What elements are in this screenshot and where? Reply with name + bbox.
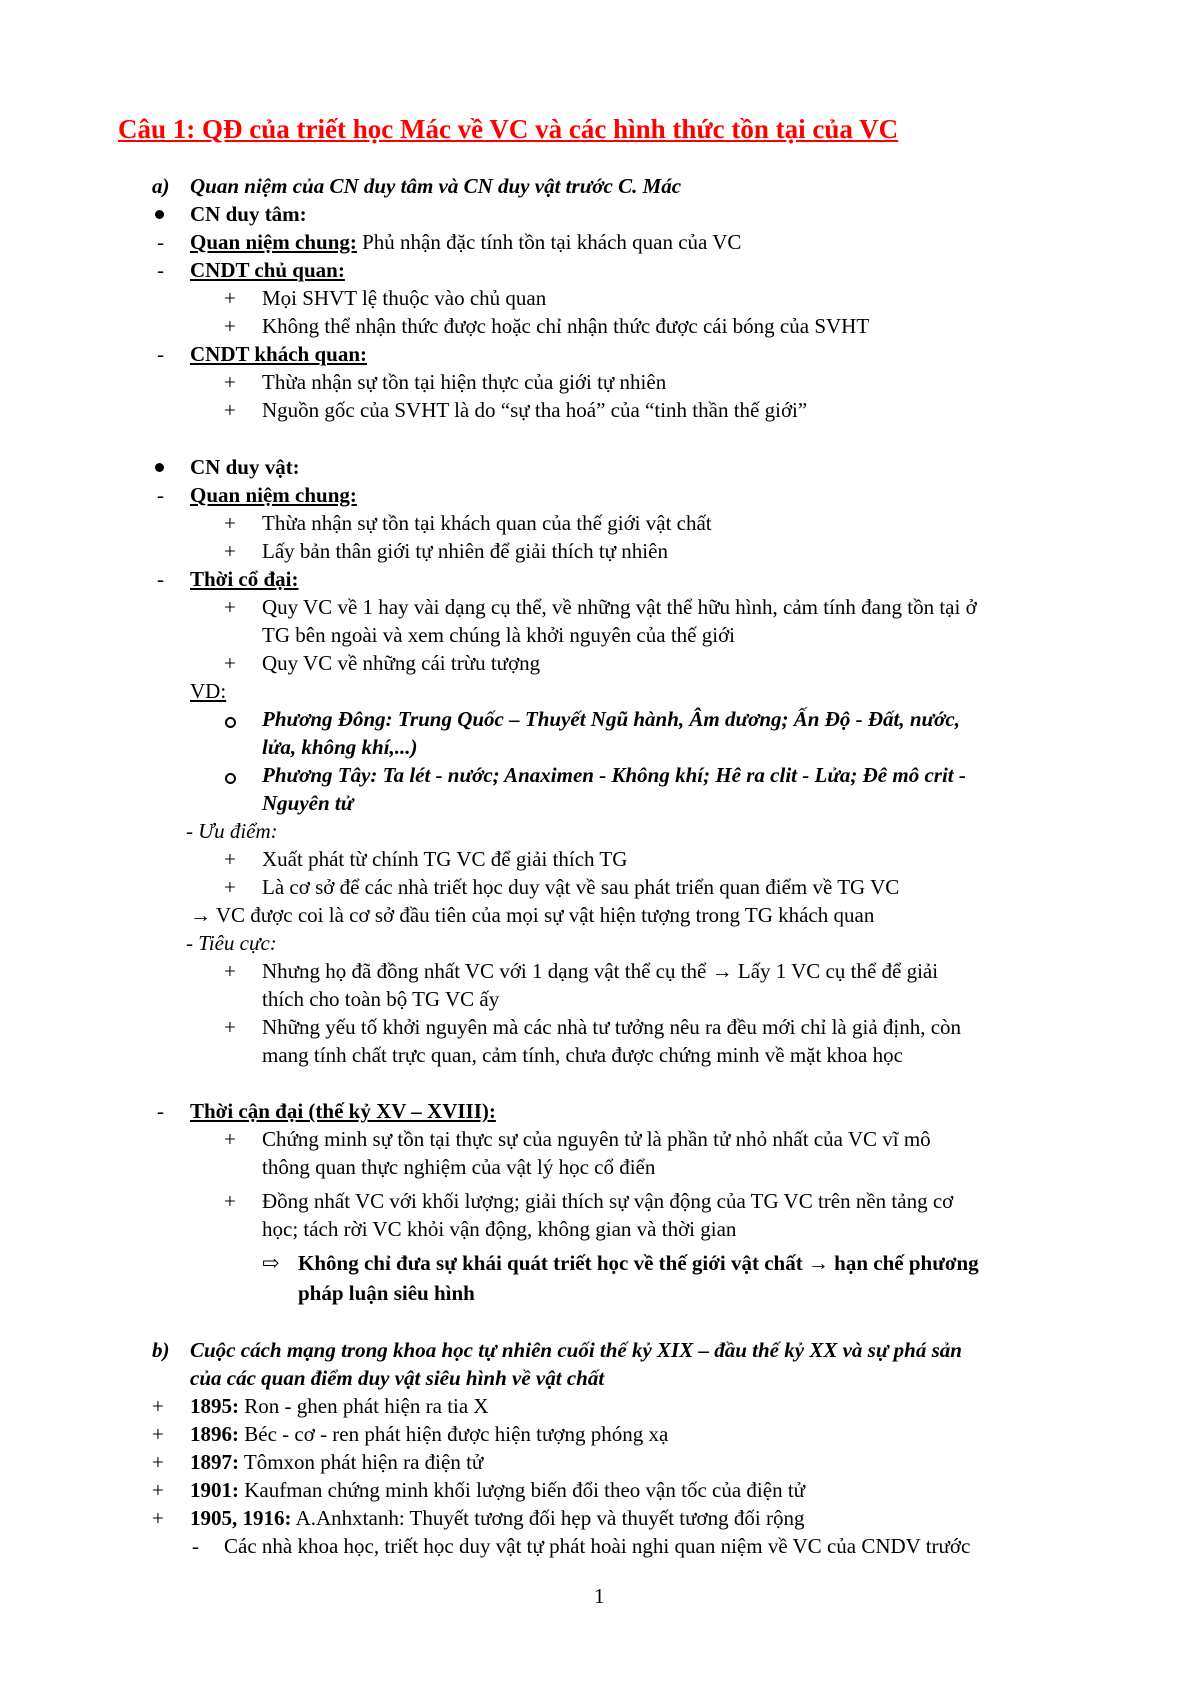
objective-item: Nguồn gốc của SVHT là do “sự tha hoá” của “tinh thần thế giới”	[262, 398, 808, 422]
arrow-icon: ⇨	[262, 1251, 280, 1275]
dash-marker: -	[157, 1099, 164, 1123]
section-b-marker: b)	[152, 1338, 170, 1362]
plus-marker: +	[224, 539, 236, 563]
advantage-item: Là cơ sở để các nhà triết học duy vật về sau phát triển quan điểm về TG VC	[262, 875, 900, 899]
materialism-header: CN duy vật:	[190, 455, 300, 479]
section-b-heading: của các quan điểm duy vật siêu hình về vật chất	[190, 1366, 605, 1390]
idealism-general-text: Phủ nhận đặc tính tồn tại khách quan của VC	[356, 230, 742, 254]
plus-marker: +	[224, 286, 236, 310]
timeline-item	[190, 1505, 804, 1532]
timeline-year: 1905, 1916:	[190, 1506, 292, 1530]
example-label: VD:	[190, 679, 227, 703]
limitation-line: Nhưng họ đã đồng nhất VC với 1 dạng vật thể cụ thể → Lấy 1 VC cụ thể để giải	[262, 959, 939, 983]
section-b-heading: Cuộc cách mạng trong khoa học tự nhiên cuối thế kỷ XIX – đầu thế kỷ XX và sự phá sản	[190, 1338, 962, 1362]
ancient-item-line: TG bên ngoài và xem chúng là khởi nguyên của thế giới	[262, 623, 736, 647]
modern-item-line: học; tách rời VC khỏi vận động, không gian và thời gian	[262, 1217, 737, 1241]
dash-marker: -	[157, 258, 164, 282]
idealism-header: CN duy tâm:	[190, 202, 307, 226]
timeline-item	[190, 1449, 483, 1476]
plus-marker: +	[152, 1450, 164, 1474]
timeline-year: 1901:	[190, 1478, 239, 1502]
last-line: Các nhà khoa học, triết học duy vật tự phát hoài nghi quan niệm về VC của CNDV trước	[224, 1534, 971, 1558]
subjective-item: Mọi SHVT lệ thuộc vào chủ quan	[262, 286, 547, 310]
plus-marker: +	[152, 1422, 164, 1446]
objective-idealism-label: CNDT khách quan:	[190, 342, 368, 366]
modern-conclusion-line: pháp luận siêu hình	[298, 1281, 475, 1305]
page-number: 1	[594, 1584, 605, 1608]
plus-marker: +	[224, 847, 236, 871]
timeline-text: Kaufman chứng minh khối lượng biến đổi theo vận tốc của điện tử	[239, 1478, 806, 1502]
timeline-item	[190, 1393, 489, 1420]
dash-marker: -	[157, 342, 164, 366]
plus-marker: +	[224, 595, 236, 619]
example-east-line: Phương Đông: Trung Quốc – Thuyết Ngũ hành, Âm dương; Ấn Độ - Đất, nước,	[262, 707, 960, 731]
timeline-text: Tômxon phát hiện ra điện tử	[239, 1450, 484, 1474]
advantage-item: Xuất phát từ chính TG VC để giải thích TG	[262, 847, 628, 871]
idealism-general-label: Quan niệm chung:	[190, 230, 357, 254]
materialism-general-item: Lấy bản thân giới tự nhiên để giải thích tự nhiên	[262, 539, 668, 563]
advantages-conclusion: → VC được coi là cơ sở đầu tiên của mọi sự vật hiện tượng trong TG khách quan	[190, 903, 875, 927]
page-title: Câu 1: QĐ của triết học Mác về VC và các hình thức tồn tại của VC	[118, 114, 899, 144]
dash-marker: -	[157, 230, 164, 254]
circle-bullet-icon	[225, 717, 236, 728]
timeline-year: 1897:	[190, 1450, 239, 1474]
plus-marker: +	[224, 959, 236, 983]
dash-marker: -	[157, 483, 164, 507]
section-a-heading: Quan niệm của CN duy tâm và CN duy vật trước C. Mác	[190, 174, 682, 198]
idealism-general-line	[190, 229, 741, 256]
plus-marker: +	[224, 511, 236, 535]
bullet-icon	[155, 210, 164, 219]
materialism-general-item: Thừa nhận sự tồn tại khách quan của thế giới vật chất	[262, 511, 712, 535]
timeline-text: Ron - ghen phát hiện ra tia X	[239, 1394, 489, 1418]
plus-marker: +	[224, 1015, 236, 1039]
limitations-label: - Tiêu cực:	[186, 931, 277, 955]
subjective-item: Không thể nhận thức được hoặc chỉ nhận thức được cái bóng của SVHT	[262, 314, 870, 338]
materialism-general-label: Quan niệm chung:	[190, 483, 357, 507]
timeline-year: 1895:	[190, 1394, 239, 1418]
advantages-label: - Ưu điểm:	[186, 819, 278, 843]
plus-marker: +	[224, 1127, 236, 1151]
modern-item-line: Chứng minh sự tồn tại thực sự của nguyên tử là phần tử nhỏ nhất của VC vĩ mô	[262, 1127, 931, 1151]
subjective-idealism-label: CNDT chủ quan:	[190, 258, 345, 282]
plus-marker: +	[224, 651, 236, 675]
timeline-item	[190, 1421, 668, 1448]
timeline-item	[190, 1477, 805, 1504]
plus-marker: +	[152, 1478, 164, 1502]
plus-marker: +	[224, 875, 236, 899]
plus-marker: +	[152, 1394, 164, 1418]
modern-era-label: Thời cận đại (thế kỷ XV – XVIII):	[190, 1099, 496, 1123]
plus-marker: +	[224, 1189, 236, 1213]
timeline-text: A.Anhxtanh: Thuyết tương đối hẹp và thuyết tương đối rộng	[291, 1506, 805, 1530]
plus-marker: +	[224, 314, 236, 338]
timeline-text: Béc - cơ - ren phát hiện được hiện tượng phóng xạ	[239, 1422, 669, 1446]
limitation-line: Những yếu tố khởi nguyên mà các nhà tư tưởng nêu ra đều mới chỉ là giả định, còn	[262, 1015, 962, 1039]
limitation-line: thích cho toàn bộ TG VC ấy	[262, 987, 500, 1011]
dash-marker: -	[157, 567, 164, 591]
example-west-line: Nguyên tử	[262, 791, 354, 815]
plus-marker: +	[224, 398, 236, 422]
objective-item: Thừa nhận sự tồn tại hiện thực của giới tự nhiên	[262, 370, 667, 394]
timeline-year: 1896:	[190, 1422, 239, 1446]
modern-item-line: thông quan thực nghiệm của vật lý học cổ điển	[262, 1155, 656, 1179]
example-west-line: Phương Tây: Ta lét - nước; Anaximen - Không khí; Hê ra clit - Lửa; Đê mô crit -	[262, 763, 966, 787]
ancient-item-line: Quy VC về những cái trừu tượng	[262, 651, 541, 675]
ancient-era-label: Thời cổ đại:	[190, 567, 299, 591]
circle-bullet-icon	[225, 773, 236, 784]
limitation-line: mang tính chất trực quan, cảm tính, chưa được chứng minh về mặt khoa học	[262, 1043, 903, 1067]
section-a-marker: a)	[152, 174, 170, 198]
modern-conclusion-line: Không chỉ đưa sự khái quát triết học về thế giới vật chất → hạn chế phương	[298, 1251, 979, 1275]
modern-item-line: Đồng nhất VC với khối lượng; giải thích sự vận động của TG VC trên nền tảng cơ	[262, 1189, 954, 1213]
ancient-item-line: Quy VC về 1 hay vài dạng cụ thể, về những vật thể hữu hình, cảm tính đang tồn tại ở	[262, 595, 977, 619]
example-east-line: lửa, không khí,...)	[262, 735, 418, 759]
plus-marker: +	[152, 1506, 164, 1530]
dash-marker: -	[192, 1534, 199, 1558]
plus-marker: +	[224, 370, 236, 394]
bullet-icon	[155, 463, 164, 472]
